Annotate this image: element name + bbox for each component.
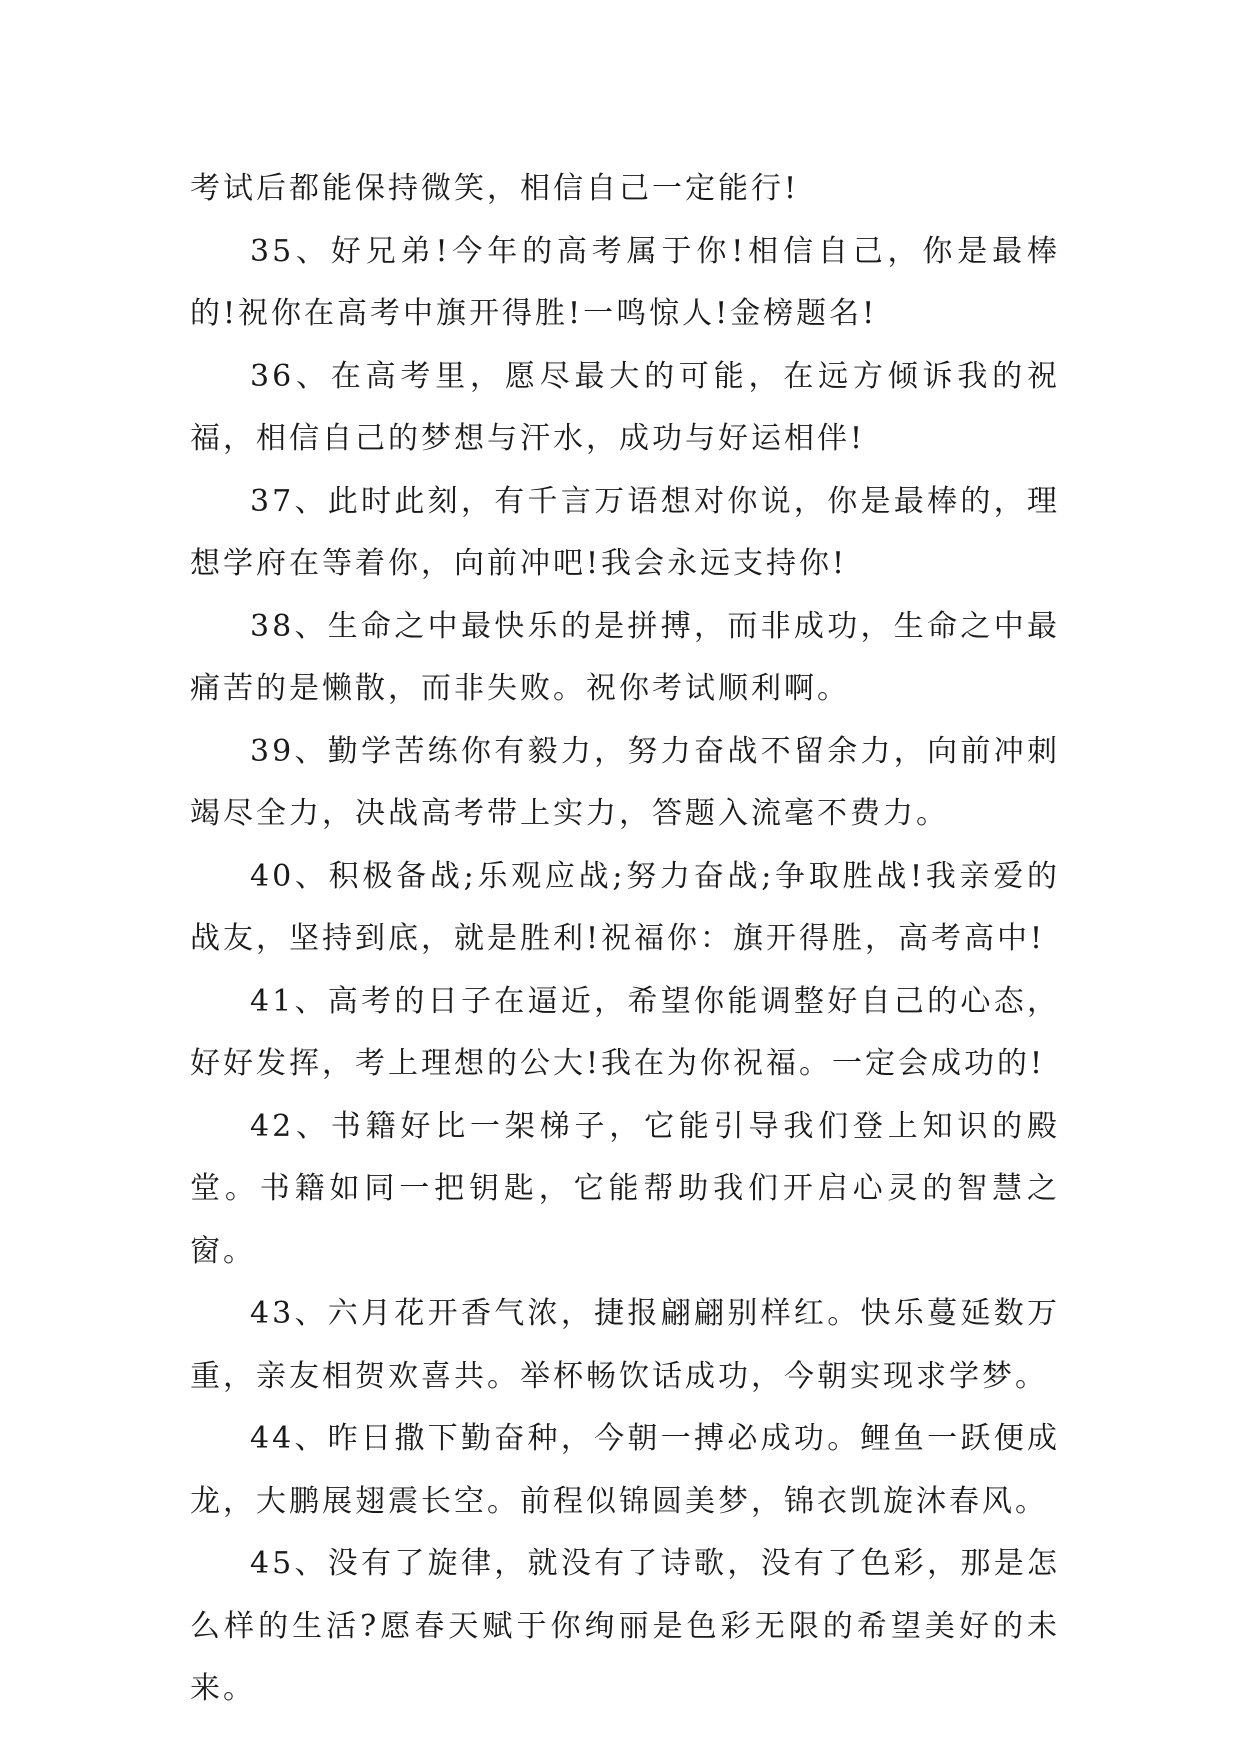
paragraph: 45、没有了旋律，就没有了诗歌，没有了色彩，那是怎么样的生活?愿春天赋于你绚丽是色彩无限的希望美好的未来。 xyxy=(190,1546,1060,1706)
paragraph: 42、书籍好比一架梯子，它能引导我们登上知识的殿堂。书籍如同一把钥匙，它能帮助我们开启心灵的智慧之窗。 xyxy=(190,1108,1060,1269)
paragraph: 41、高考的日子在逼近，希望你能调整好自己的心态，好好发挥，考上理想的公大!我在为你祝福。一定会成功的! xyxy=(190,983,1060,1081)
paragraph: 36、在高考里，愿尽最大的可能，在远方倾诉我的祝福，相信自己的梦想与汗水，成功与好运相伴! xyxy=(190,358,1060,456)
paragraph: 考试后都能保持微笑，相信自己一定能行! xyxy=(190,171,800,206)
paragraph: 37、此时此刻，有千言万语想对你说，你是最棒的，理想学府在等着你，向前冲吧!我会永远支持你! xyxy=(190,483,1060,581)
paragraph: 43、六月花开香气浓，捷报翩翩别样红。快乐蔓延数万重，亲友相贺欢喜共。举杯畅饮话成功，今朝实现求学梦。 xyxy=(190,1296,1060,1394)
paragraph: 44、昨日撒下勤奋种，今朝一搏必成功。鲤鱼一跃便成龙，大鹏展翅震长空。前程似锦圆美梦，锦衣凯旋沐春风。 xyxy=(190,1421,1060,1519)
paragraph: 35、好兄弟!今年的高考属于你!相信自己，你是最棒的!祝你在高考中旗开得胜!一鸣惊人!金榜题名! xyxy=(190,233,1060,331)
paragraph: 38、生命之中最快乐的是拼搏，而非成功，生命之中最痛苦的是懒散，而非失败。祝你考试顺利啊。 xyxy=(190,608,1060,706)
paragraph: 40、积极备战;乐观应战;努力奋战;争取胜战!我亲爱的战友，坚持到底，就是胜利!祝福你：旗开得胜，高考高中! xyxy=(190,858,1060,956)
paragraph: 39、勤学苦练你有毅力，努力奋战不留余力，向前冲刺竭尽全力，决战高考带上实力，答题入流毫不费力。 xyxy=(190,733,1060,831)
document-body xyxy=(190,158,1060,1721)
